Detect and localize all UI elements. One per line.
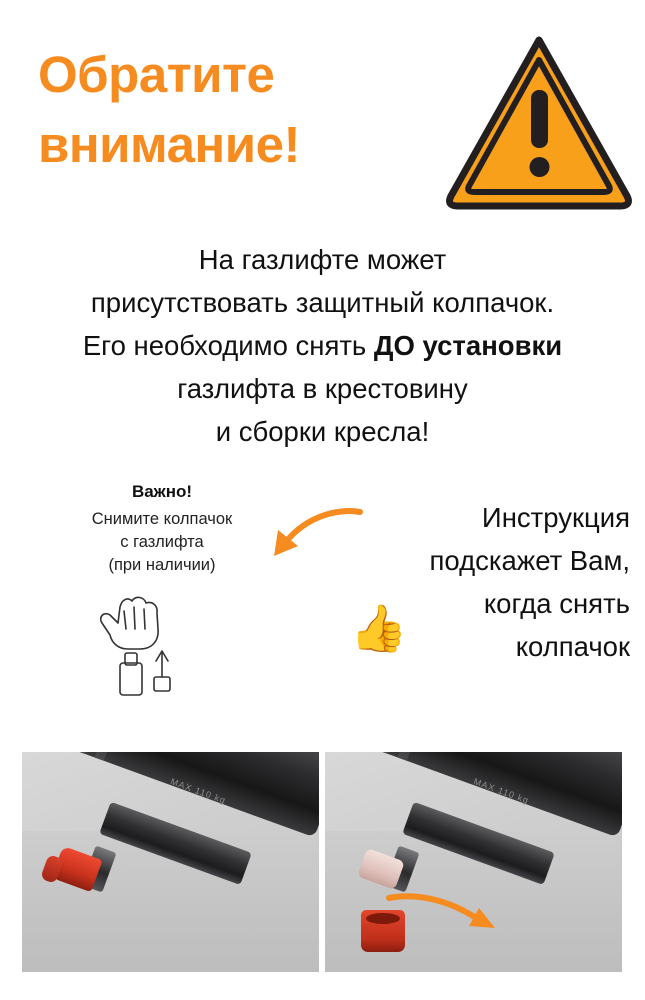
leaflet-line-3: (при наличии) xyxy=(108,556,216,574)
instruction-line-1: Инструкция xyxy=(481,502,630,533)
warning-triangle-icon xyxy=(446,34,632,210)
photo-gas-lift-with-cap xyxy=(22,752,319,972)
title-line-1: Обратите xyxy=(38,46,275,103)
cylinder-etching: MAX 110 kg xyxy=(168,776,228,806)
leaflet-title: Важно! xyxy=(131,482,193,501)
instruction-line-4: колпачок xyxy=(515,631,630,662)
leaflet-line-2: с газлифта xyxy=(120,533,204,551)
leaflet-line-1: Снимите колпачок xyxy=(91,510,233,528)
photo-strip xyxy=(22,752,623,972)
thumbs-up-icon: 👍 xyxy=(350,602,408,654)
removed-cap xyxy=(361,910,405,952)
paragraph-line-3 xyxy=(0,324,645,367)
instruction-line-2: подскажет Вам, xyxy=(429,545,630,576)
title-line-2: внимание! xyxy=(38,116,300,174)
cylinder-ring xyxy=(94,752,133,761)
paragraph-line-3-normal: Его необходимо снять xyxy=(82,330,374,361)
hand-removing-cap-icon xyxy=(62,589,262,699)
cylinder-etching: MAX 110 kg xyxy=(471,776,531,806)
header xyxy=(0,28,645,208)
paragraph-line-1: На газлифте может xyxy=(198,244,447,275)
page-title xyxy=(38,40,438,181)
cylinder-ring xyxy=(397,752,436,761)
instruction-line-3: когда снять xyxy=(483,588,630,619)
paragraph-line-4: газлифта в крестовину xyxy=(177,373,468,404)
leaflet-note xyxy=(62,482,262,699)
middle-section xyxy=(0,478,645,728)
paragraph-line-3-bold: ДО установки xyxy=(373,330,563,361)
paragraph-line-5: и сборки кресла! xyxy=(215,416,430,447)
photo-gas-lift-cap-removed xyxy=(325,752,622,972)
paragraph-line-2: присутствовать защитный колпачок. xyxy=(90,287,555,318)
main-paragraph xyxy=(0,238,645,453)
